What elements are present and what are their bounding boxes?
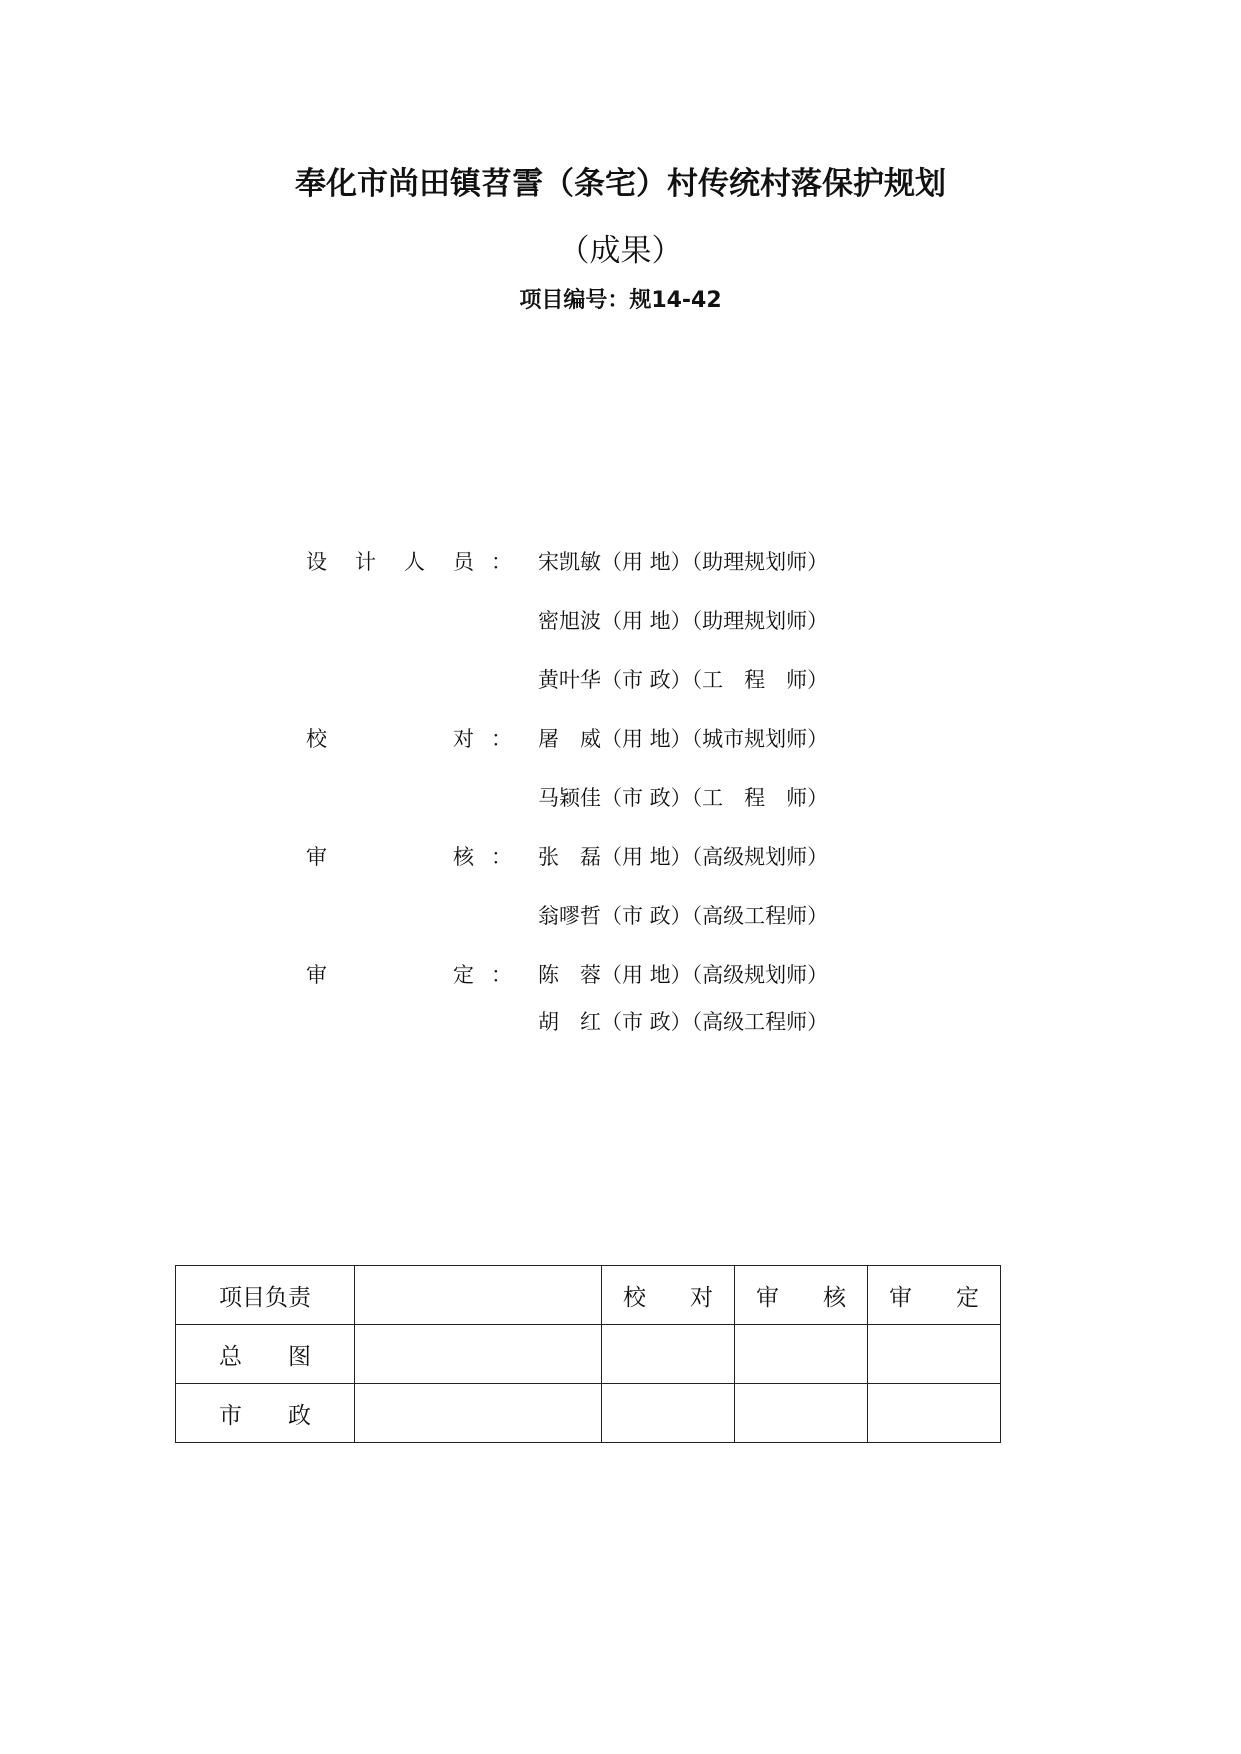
- blank-cell: [735, 1384, 868, 1443]
- staff-role: 设 计 人 员: [306, 550, 474, 574]
- staff-person: 翁嘐哲（市 政）（高级工程师）: [538, 904, 829, 928]
- blank-cell: [355, 1384, 602, 1443]
- document-subtitle: （成果）: [558, 233, 683, 269]
- staff-row: [0, 664, 1241, 694]
- staff-row: [0, 782, 1241, 812]
- role-colon: ：: [491, 963, 512, 987]
- role-colon: ：: [491, 845, 512, 869]
- header-cell-review: 审 核: [735, 1266, 868, 1325]
- row-label-municipal: 市 政: [176, 1384, 355, 1443]
- role-colon: ：: [491, 550, 512, 574]
- staff-person: 宋凯敏（用 地）（助理规划师）: [538, 550, 829, 574]
- signature-table: [175, 1265, 1001, 1443]
- staff-row: [0, 841, 1241, 871]
- table-row: [176, 1384, 1001, 1443]
- staff-row: [0, 900, 1241, 930]
- staff-role: 审 定: [306, 963, 474, 987]
- blank-cell: [868, 1384, 1001, 1443]
- staff-person: 胡 红（市 政）（高级工程师）: [538, 1010, 829, 1034]
- blank-cell: [602, 1325, 735, 1384]
- staff-role: 审 核: [306, 845, 474, 869]
- staff-row: [0, 546, 1241, 576]
- staff-row: [0, 1006, 1241, 1036]
- staff-person: 密旭波（用 地）（助理规划师）: [538, 609, 829, 633]
- table-row: [176, 1266, 1001, 1325]
- header-cell-proofread: 校 对: [602, 1266, 735, 1325]
- document-title: 奉化市尚田镇苕霅（条宅）村传统村落保护规划: [295, 166, 946, 202]
- staff-row: [0, 959, 1241, 989]
- staff-person: 黄叶华（市 政）（工 程 师）: [538, 668, 829, 692]
- blank-cell: [602, 1384, 735, 1443]
- role-colon: ：: [491, 727, 512, 751]
- staff-role: 校 对: [306, 727, 474, 751]
- staff-person: 张 磊（用 地）（高级规划师）: [538, 845, 829, 869]
- blank-cell: [735, 1325, 868, 1384]
- project-number: 项目编号：规14-42: [519, 288, 722, 313]
- staff-person: 陈 蓉（用 地）（高级规划师）: [538, 963, 829, 987]
- header-cell-approve: 审 定: [868, 1266, 1001, 1325]
- blank-cell: [355, 1325, 602, 1384]
- staff-row: [0, 605, 1241, 635]
- staff-row: [0, 723, 1241, 753]
- staff-person: 屠 威（用 地）（城市规划师）: [538, 727, 829, 751]
- blank-cell: [868, 1325, 1001, 1384]
- row-label-master-plan: 总 图: [176, 1325, 355, 1384]
- table-row: [176, 1325, 1001, 1384]
- blank-cell: [355, 1266, 602, 1325]
- header-cell-project-lead: 项目负责: [176, 1266, 355, 1325]
- staff-person: 马颖佳（市 政）（工 程 师）: [538, 786, 829, 810]
